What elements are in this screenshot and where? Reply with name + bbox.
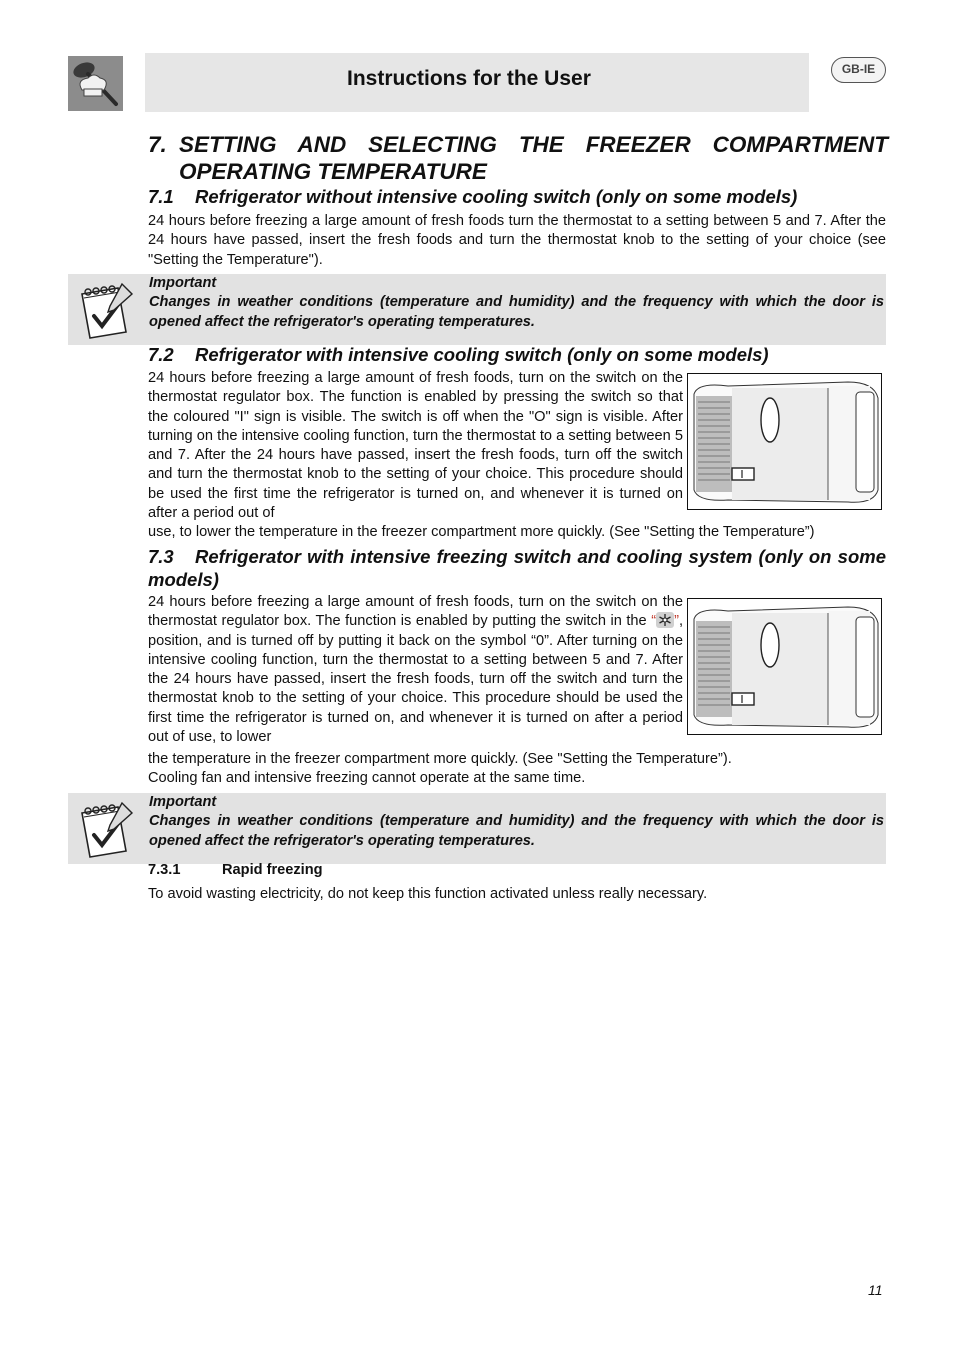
- subsection-number: 7.1: [148, 186, 174, 207]
- subsection-heading-7-3: [148, 545, 886, 591]
- paragraph-7-1: 24 hours before freezing a large amount of fresh foods turn the thermostat to a setting between 5 and 7. After the 24 hours have passed, insert the fresh foods and turn the thermostat knob to the setting of your choice (see "Setting the Temperature").: [148, 213, 886, 268]
- notepad-check-icon: [74, 799, 136, 861]
- note-content: [149, 793, 884, 851]
- paragraph-7-3-tail-line1: the temperature in the freezer compartment more quickly. (See "Setting the Temperature”).: [148, 751, 732, 767]
- subsubsection-title: Rapid freezing: [222, 862, 323, 878]
- subsection-title: Refrigerator with intensive cooling switch (only on some models): [195, 344, 769, 365]
- subsection-heading-7-2: [148, 343, 886, 366]
- thermostat-box-illustration: [687, 373, 882, 510]
- paragraph-7-2: 24 hours before freezing a large amount of fresh foods, turn on the switch on the thermostat regulator box. The function is enabled by pressing the switch so that the coloured "I" sign is visible. The switch is off when the "O" sign is visible. After turning on the intensive cooling function, turn the thermostat to a setting between 5 and 7. After the 24 hours have passed, insert the fresh foods, turn off the switch and turn the thermostat knob to the setting of your choice. This procedure should be used the first time the refrigerator is turned on, and whenever it is turned on after a period out of: [148, 370, 683, 522]
- paragraph-7-3: [148, 593, 683, 747]
- section-number: 7.: [148, 132, 167, 157]
- header-title: Instructions for the User: [347, 67, 591, 90]
- subsubsection-heading-7-3-1: [148, 862, 323, 878]
- paragraph-7-3-1: To avoid wasting electricity, do not keep this function activated unless really necessary.: [148, 886, 708, 902]
- page-number: 11: [868, 1282, 883, 1298]
- thermostat-box-illustration: [687, 598, 882, 735]
- section-title: [148, 131, 888, 185]
- subsection-number: 7.3: [148, 546, 174, 567]
- language-badge: GB-IE: [831, 57, 886, 83]
- spoon-hat-icon: [68, 56, 123, 111]
- quote-close: ”: [674, 613, 679, 630]
- note-content: [149, 274, 884, 332]
- quote-open: “: [651, 613, 657, 630]
- thermostat-drawing: [688, 599, 882, 735]
- subsection-heading-7-1: [148, 185, 886, 208]
- note-label: Important: [149, 275, 217, 291]
- snowflake-fan-icon: [656, 613, 674, 629]
- note-text: Changes in weather conditions (temperature and humidity) and the frequency with which the door is opened affect the refrigerator's operating temperatures.: [149, 294, 884, 330]
- important-note: [68, 274, 886, 345]
- section-title-line2: OPERATING TEMPERATURE: [179, 159, 487, 184]
- subsubsection-number: 7.3.1: [148, 862, 181, 878]
- chef-logo: [68, 56, 123, 111]
- paragraph-7-2-tail: use, to lower the temperature in the freezer compartment more quickly. (See "Setting the Temperature”): [148, 524, 815, 540]
- paragraph-7-3-part-b: , position, and is turned off by putting it back on the symbol “0”. After turning on the intensive cooling function, turn the thermostat to a setting between 5 and 7. After the 24 hours have passed, insert the fresh foods, turn off the switch and turn the thermostat knob to the setting of your choice. This procedure should be used the first time the refrigerator is turned on, and whenever it is turned on after a period out of use, to lower: [148, 613, 683, 746]
- paragraph-7-3-tail: [148, 750, 732, 789]
- paragraph-7-3-part-a: 24 hours before freezing a large amount of fresh foods, turn on the switch on the thermostat regulator box. The function is enabled by putting the switch in the: [148, 594, 683, 630]
- subsection-title: Refrigerator with intensive freezing switch and cooling system (only on some models): [148, 546, 886, 590]
- thermostat-drawing: [688, 374, 882, 510]
- important-note: [68, 793, 886, 864]
- note-text: Changes in weather conditions (temperature and humidity) and the frequency with which the door is opened affect the refrigerator's operating temperatures.: [149, 813, 884, 849]
- header-bar: [145, 53, 809, 112]
- note-label: Important: [149, 794, 217, 810]
- section-title-line1: SETTING AND SELECTING THE FREEZER COMPARTMENT: [179, 132, 888, 157]
- subsection-title: Refrigerator without intensive cooling switch (only on some models): [195, 186, 798, 207]
- notepad-check-icon: [74, 280, 136, 342]
- paragraph-7-3-tail-line2: Cooling fan and intensive freezing cannot operate at the same time.: [148, 770, 586, 787]
- subsection-number: 7.2: [148, 344, 174, 365]
